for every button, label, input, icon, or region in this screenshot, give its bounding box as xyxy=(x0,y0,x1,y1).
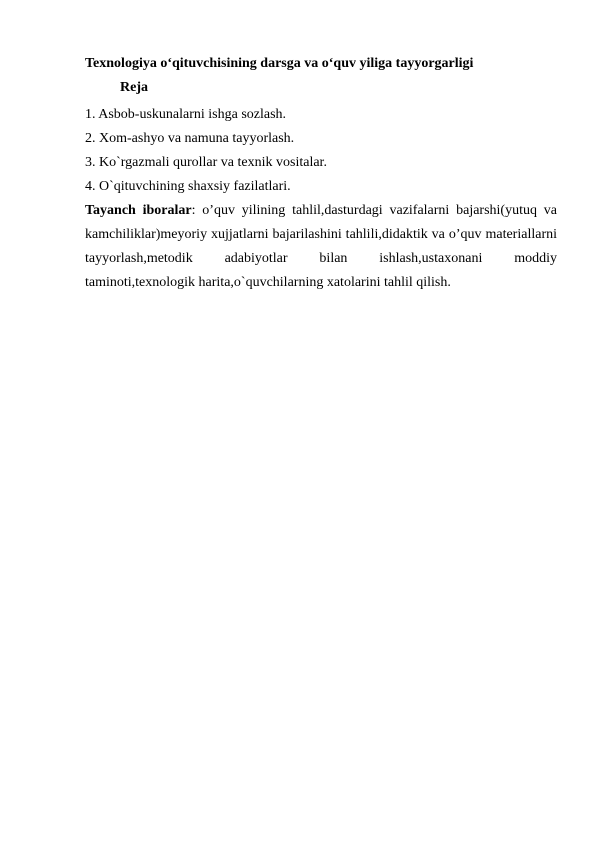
document-title: Texnologiya o‘qituvchisining darsga va o‘quv yiliga tayyorgarligi xyxy=(85,56,474,71)
key-terms-label: Tayanch iboralar xyxy=(85,203,192,218)
key-terms-colon: : xyxy=(191,203,196,218)
document-content xyxy=(85,52,557,295)
plan-item: 2. Xom-ashyo va namuna tayyorlash. xyxy=(85,131,295,146)
plan-list xyxy=(85,103,557,199)
plan-heading: Reja xyxy=(120,80,148,95)
key-terms-text: o’quv yilining tahlil,dasturdagi vazifalarni bajarshi(yutuq va kamchiliklar)meyoriy xujjatlarni bajarilashini tahlili,didaktik va o’quv materiallarni tayyorlash,metodik adabiyotlar bilan ishlash,ustaxonani moddiy taminoti,texnologik harita,o`quvchilarning xatolarini tahlil qilish. xyxy=(85,203,557,290)
plan-item: 1. Asbob-uskunalarni ishga sozlash. xyxy=(85,107,287,122)
plan-item: 4. O`qituvchining shaxsiy fazilatlari. xyxy=(85,179,291,194)
plan-item: 3. Ko`rgazmali qurollar va texnik vositalar. xyxy=(85,155,327,170)
key-terms-paragraph xyxy=(85,199,557,295)
